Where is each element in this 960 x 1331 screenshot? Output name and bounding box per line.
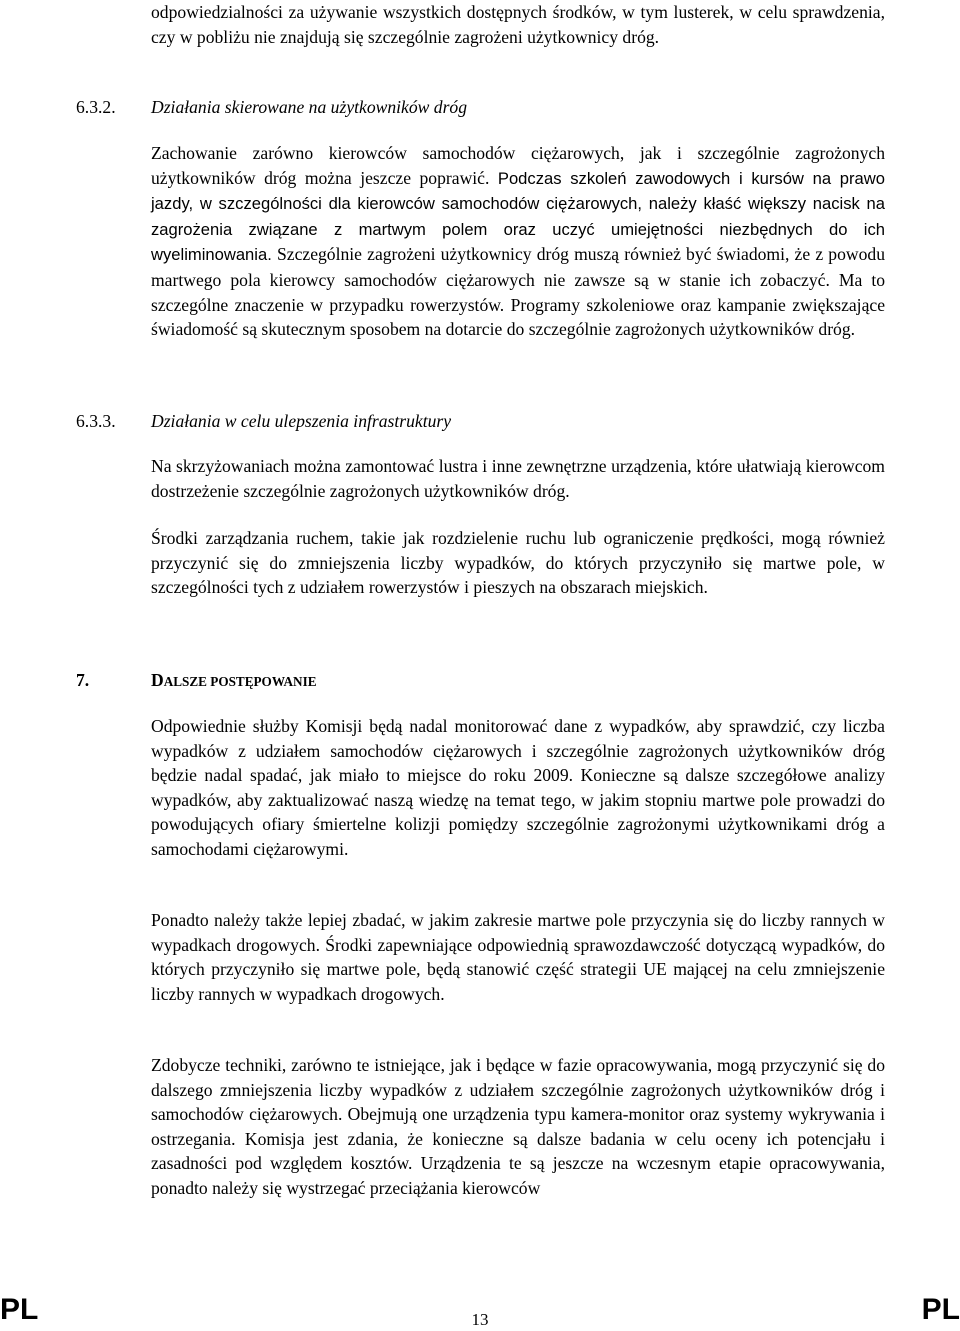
paragraph-sans-sentence: Podczas szkoleń zawodowych i kursów na prawo jazdy, w szczególności dla kierowców samochodów ciężarowych, należy kłaść większy nacisk na zagrożenia związane z martwym polem oraz uczyć umiejętności niezbędnych do ich wyeliminowania. [151,168,885,265]
paragraph-tail: Szczególnie zagrożeni użytkownicy dróg muszą również być świadomi, że z powodu martwego pola kierowcy samochodów ciężarowych nie zawsze są w stanie ich zobaczyć. Ma to szczególne znaczenie w przypadku rowerzystów. Programy szkoleniowe oraz kampanie zwiększające świadomość są skutecznym sposobem na dotarcie do szczególnie zagrożonych użytkowników dróg. [151,244,885,340]
section-6-3-3-paragraph-2: Środki zarządzania ruchem, takie jak rozdzielenie ruchu lub ograniczenie prędkości, mogą również przyczynić się do zmniejszenia liczby wypadków, do których przyczyniło się martwe pole, w szczególności tych z udziałem rowerzystów i pieszych na obszarach miejskich. [151,528,885,598]
section-6-3-3-number: 6.3.3. [76,411,116,431]
section-7-title [151,668,317,695]
section-6-3-3-title: Działania w celu ulepszenia infrastruktury [151,411,452,431]
paragraph-lead: Zachowanie zarówno kierowców samochodów ciężarowych, jak i szczególnie zagrożonych użytkowników dróg można jeszcze poprawić. [151,143,885,188]
section-7-paragraph-1: Odpowiednie służby Komisji będą nadal monitorować dane z wypadków, aby sprawdzić, czy liczba wypadków z udziałem samochodów ciężarowych i szczególnie zagrożonych użytkowników dróg będzie nadal spadać, jak miało to miejsce do roku 2009. Konieczne są dalsze szczegółowe analizy wypadków, aby zaktualizować naszą wiedzę na temat tego, w jakim stopniu martwe pole prowadzi do powodujących ofiary śmiertelne kolizji pomiędzy szczególnie zagrożonymi użytkownikami dróg a samochodami ciężarowymi. [151,716,885,859]
section-6-3-2-paragraph [151,141,885,342]
section-7-paragraph-2: Ponadto należy także lepiej zbadać, w jakim zakresie martwe pole przyczynia się do liczby rannych w wypadkach drogowych. Środki zapewniające odpowiednią sprawozdawczość dotyczącą wypadków, do których przyczyniło się martwe pole, będą stanowić część strategii UE mającej na celu zmniejszenie liczby rannych w wypadkach drogowych. [151,910,885,1004]
section-6-3-2-number: 6.3.2. [76,97,116,117]
intro-paragraph: odpowiedzialności za używanie wszystkich dostępnych środków, w tym lusterek, w celu sprawdzenia, czy w pobliżu nie znajdują się szczególnie zagrożeni użytkownicy dróg. [151,2,885,47]
section-6-3-2-title: Działania skierowane na użytkowników dróg [151,97,468,117]
section-7-paragraph-3: Zdobycze techniki, zarówno te istniejące, jak i będące w fazie opracowywania, mogą przyczynić się do dalszego zmniejszenia liczby wypadków z udziałem szczególnie zagrożonych użytkowników dróg i samochodów ciężarowych. Obejmują one urządzenia typu kamera-monitor oraz systemy wykrywania i ostrzegania. Komisja jest zdania, że konieczne są dalsze badania w celu oceny ich potencjału i zasadności pod względem kosztów. Urządzenia te są jeszcze na wczesnym etapie opracowywania, ponadto należy się wystrzegać przeciążania kierowców [151,1055,885,1198]
footer-language-left: PL [0,1293,39,1326]
section-7-title-initial: D [151,670,164,690]
footer-page-number: 13 [471,1310,489,1329]
section-7-number: 7. [76,670,90,690]
footer-language-right: PL [921,1293,960,1326]
section-6-3-3-paragraph-1: Na skrzyżowaniach można zamontować lustra i inne zewnętrzne urządzenia, które ułatwiają kierowcom dostrzeżenie szczególnie zagrożonych użytkowników dróg. [151,456,885,501]
section-7-title-smallcaps: ALSZE POSTĘPOWANIE [163,674,317,689]
